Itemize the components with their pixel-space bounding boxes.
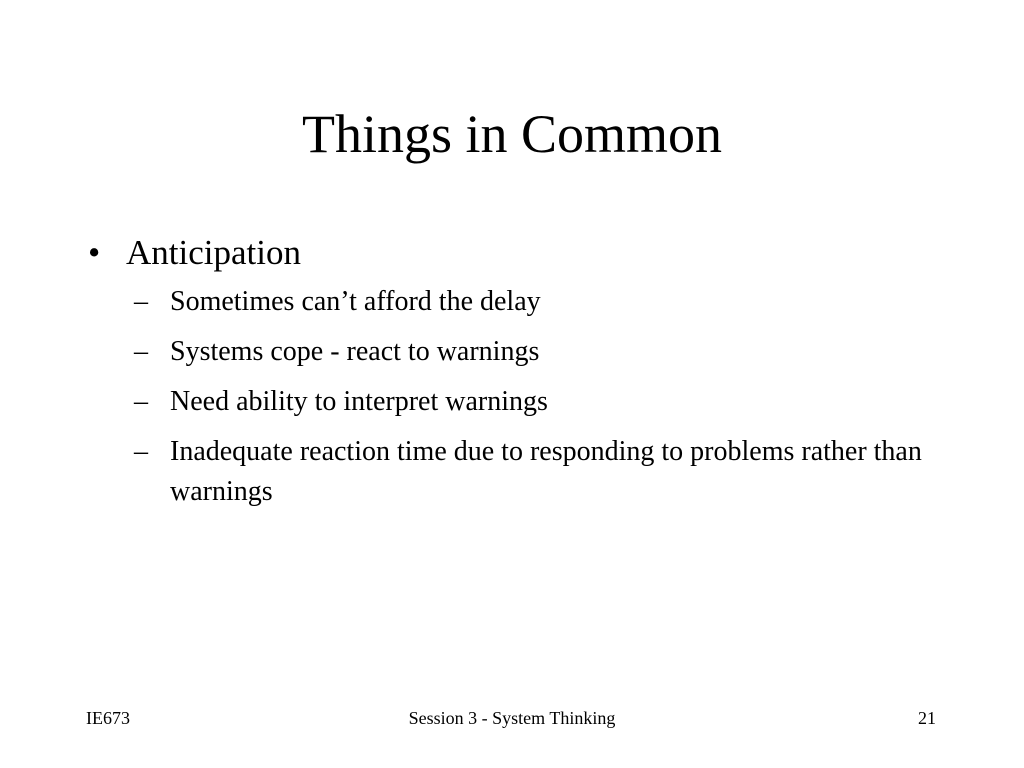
bullet-anticipation: [84, 230, 954, 276]
dash-marker: –: [134, 336, 148, 367]
sub-bullet-text: Systems cope - react to warnings: [170, 336, 540, 367]
bullet-text: Anticipation: [126, 233, 301, 272]
slide-title: Things in Common: [301, 104, 723, 164]
sub-bullet-item: [134, 432, 954, 512]
sub-bullet-item: [134, 332, 954, 372]
sub-bullet-text: Sometimes can’t afford the delay: [170, 286, 541, 317]
sub-bullet-list: [134, 282, 954, 512]
dash-marker: –: [134, 386, 148, 417]
footer-course-code: IE673: [86, 708, 130, 728]
sub-bullet-item: [134, 282, 954, 322]
sub-bullet-text: Need ability to interpret warnings: [170, 386, 548, 417]
slide-body: [84, 230, 954, 522]
dash-marker: –: [134, 436, 148, 467]
sub-bullet-text: Inadequate reaction time due to responding to problems rather than warnings: [170, 436, 922, 507]
bullet-marker: •: [88, 233, 101, 272]
footer-session-title: Session 3 - System Thinking: [408, 708, 616, 728]
footer-page-number: 21: [918, 708, 936, 728]
sub-bullet-item: [134, 382, 954, 422]
dash-marker: –: [134, 286, 148, 317]
